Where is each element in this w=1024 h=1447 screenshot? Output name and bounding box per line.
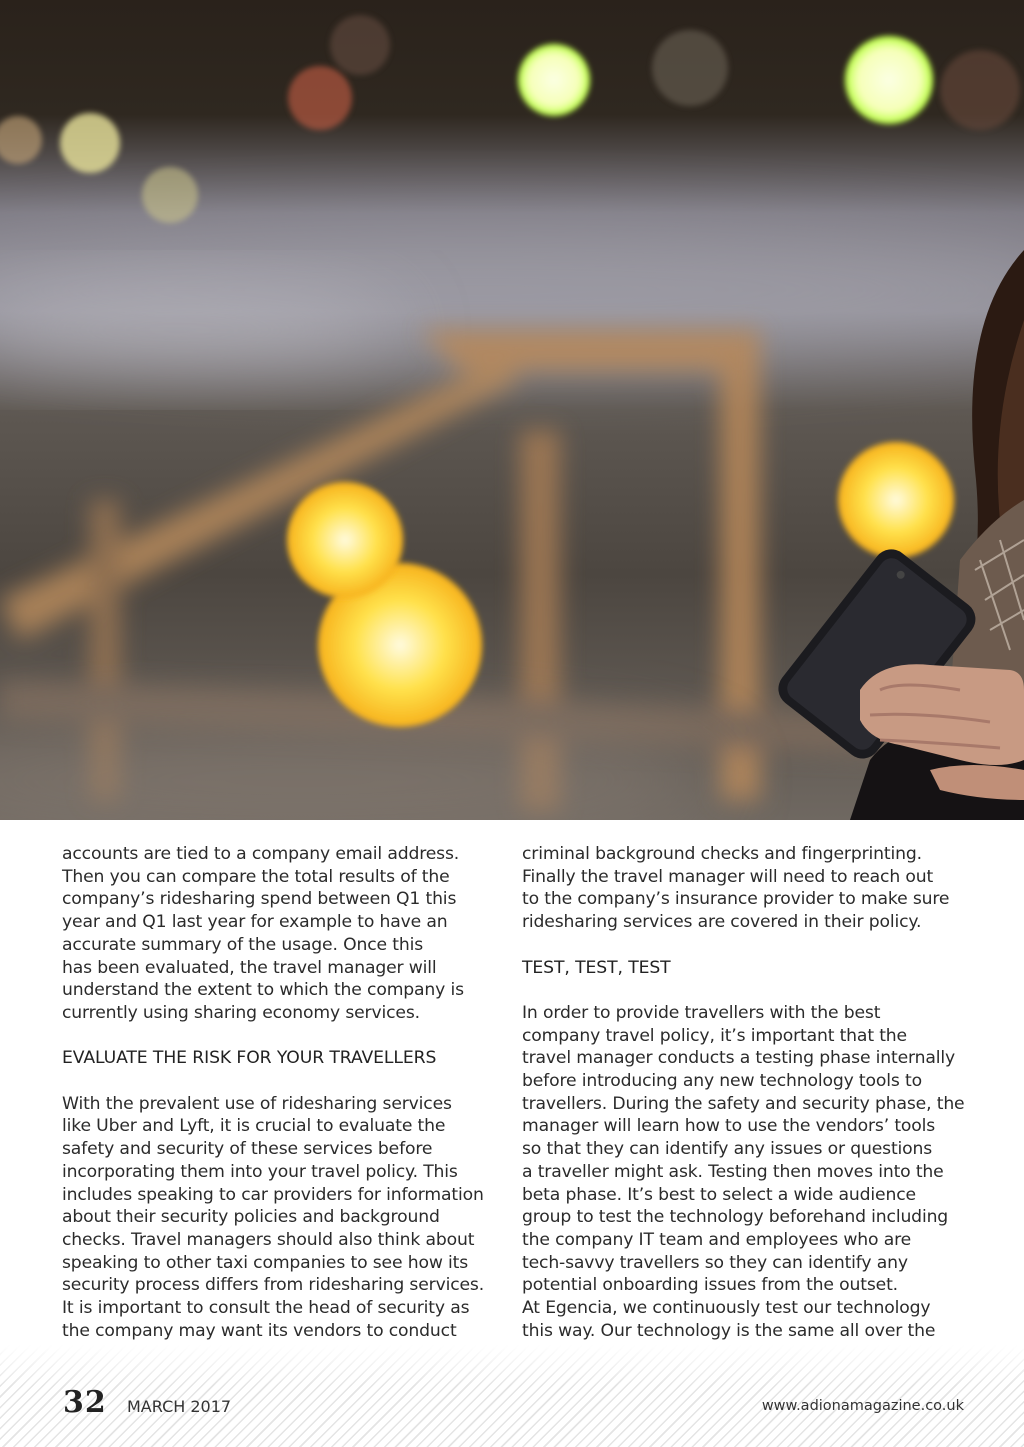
paragraph-usage-summary: accounts are tied to a company email address. Then you can compare the total results of the company’s ridesharing spend between Q1 this year and Q1 last year for example to have an accurate summary of the usage. Once this has been evaluated, the travel manager will understand the extent to which the company is currently using sharing economy services. [62, 844, 464, 1023]
issue-date: MARCH 2017 [127, 1397, 232, 1416]
paragraph-ridesharing-safety: With the prevalent use of ridesharing services like Uber and Lyft, it is crucial to evaluate the safety and security of these services before incorporating them into your travel policy. This includes speaking to car providers for information about their security policies and background checks. Travel managers should also think about speaking to other taxi companies to see how its security process differs from ridesharing services. It is important to consult the head of security as the company may want its vendors to conduct [62, 1093, 485, 1341]
left-column [62, 843, 502, 1342]
heading-evaluate-risk: EVALUATE THE RISK FOR YOUR TRAVELLERS [62, 1048, 437, 1069]
heading-test: TEST, TEST, TEST [522, 957, 671, 978]
paragraph-testing-phase: In order to provide travellers with the best company travel policy, it’s important that the travel manager conducts a testing phase internally before introducing any new technology tools to travellers. During the safety and security phase, the manager will learn how to use the vendors’ tools so that they can identify any issues or questions a traveller might ask. Testing then moves into the beta phase. It’s best to select a wide audience group to test the technology beforehand including the company IT team and employees who are tech-savvy travellers so they can identify any potential onboarding issues from the outset. At Egencia, we continuously test our technology this way. Our technology is the same all over the [522, 1002, 965, 1341]
right-column [522, 843, 972, 1342]
page-number: 32 [63, 1385, 107, 1420]
website-url: www.adionamagazine.co.uk [761, 1398, 964, 1414]
page-footer [0, 1385, 1024, 1435]
paragraph-insurance: criminal background checks and fingerprinting. Finally the travel manager will need to reach out to the company’s insurance provider to make sure ridesharing services are covered in their policy. [522, 844, 950, 933]
